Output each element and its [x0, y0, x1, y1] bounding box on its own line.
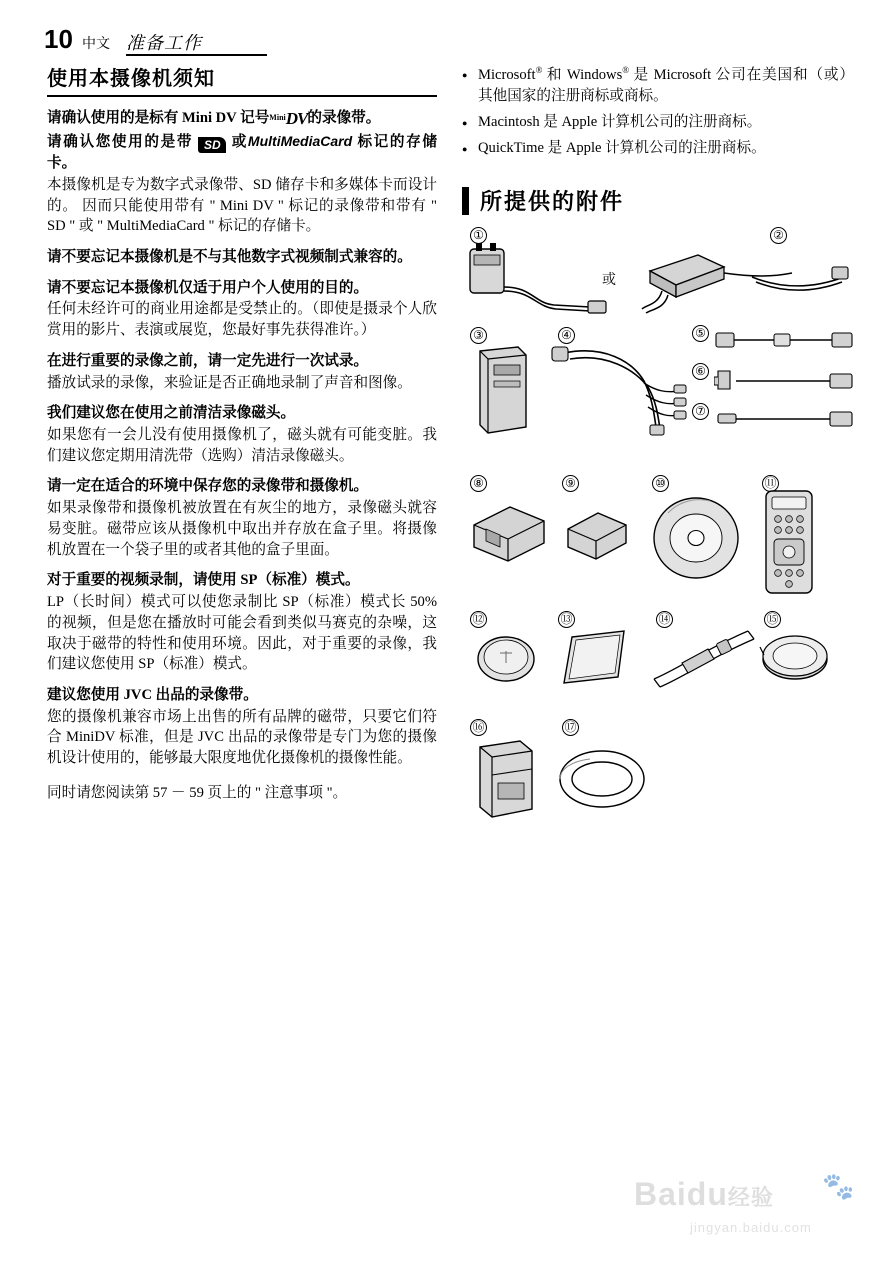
language-tag: 中文: [82, 35, 110, 51]
accessory-number-5: ⑤: [692, 325, 709, 342]
sd-logo: SD: [198, 137, 226, 153]
left-column: [47, 62, 437, 812]
paragraph-body: 请一定在适合的环境中保存您的录像带和摄像机。: [47, 478, 369, 495]
accessory-number-16: ⑯: [470, 719, 487, 736]
accessory-number-17: ⑰: [562, 719, 579, 736]
list-item: ● QuickTime 是 Apple 计算机公司的注册商标。: [462, 138, 854, 159]
chapter-title: 准备工作: [126, 33, 202, 53]
accessory-number-10: ⑩: [652, 475, 669, 492]
paragraph-body: 在进行重要的录像之前，请一定先进行一次试录。: [47, 352, 369, 369]
page-number: 10: [44, 24, 73, 54]
accessory-number-12: ⑫: [470, 611, 487, 628]
accessory-number-11: ⑪: [762, 475, 779, 492]
list-item: ● Macintosh 是 Apple 计算机公司的注册商标。: [462, 112, 854, 133]
audio-cable-illustration: [714, 405, 854, 431]
paragraph-body: 如果录像带和摄像机被放置在有灰尘的地方，录像磁头就容易变脏。磁带应该从摄像机中取出并存放在盒子里。将摄像机放置在一个袋子里的或者其他的盒子里面。: [47, 500, 437, 558]
paragraph-memorycard: [47, 132, 437, 174]
section-title: 使用本摄像机须知: [47, 68, 215, 90]
paragraph-body: 建议您使用 JVC 出品的录像带。: [47, 686, 258, 703]
remote-control-illustration: [758, 489, 822, 597]
list-item: ● Microsoft® 和 Windows® 是 Microsoft 公司在美国和（或）其他国家的注册商标或商标。: [462, 64, 854, 107]
s-video-cable-illustration: [714, 367, 854, 393]
paragraph-body: 对于重要的视频录制，请使用 SP（标准）模式。: [47, 572, 360, 589]
accessory-number-7: ⑦: [692, 403, 709, 420]
accessory-number-3: ③: [470, 327, 487, 344]
paragraph-body: 请不要忘记本摄像机是不与其他数字式视频制式兼容的。: [47, 249, 412, 265]
av-cable-illustration: [548, 343, 688, 439]
paragraph-body: 同时请您阅读第 57 － 59 页上的 " 注意事项 "。: [47, 784, 348, 801]
accessory-number-1: ①: [470, 227, 487, 244]
accessory-number-15: ⑮: [764, 611, 781, 628]
watermark-main: Baidu: [634, 1176, 728, 1212]
header-underline: [126, 54, 267, 56]
paragraph-body: 播放试录的录像，来验证是否正确地录制了声音和图像。: [47, 374, 412, 391]
ac-adapter-illustration: [462, 243, 612, 315]
paragraph-text: 的录像带。: [307, 110, 381, 126]
battery-pack-illustration: [468, 345, 538, 437]
accessory-number-6: ⑥: [692, 363, 709, 380]
paragraph-body: 请不要忘记本摄像机仅适于用户个人使用的目的。: [47, 279, 369, 296]
paragraph-body: 如果您有一会儿没有使用摄像机了，磁头就有可能变脏。我们建议您定期用清洗带（选购）清洁录像磁头。: [47, 427, 437, 464]
watermark: [634, 1172, 860, 1246]
paragraph-body: 您的摄像机兼容市场上出售的所有品牌的磁带，只要它们符合 MiniDV 标准，但是 JVC 出品的录像带是专门为您的摄像机设计使用的，能够最大限度地优化摄像机的摄像性能。: [47, 708, 437, 767]
lens-cap-illustration: [758, 631, 832, 685]
paragraph-text: 标记的存储卡。: [47, 134, 437, 172]
accessory-number-9: ⑨: [562, 475, 579, 492]
accessory-number-14: ⑭: [656, 611, 673, 628]
lithium-battery-illustration: [470, 631, 542, 687]
paragraph-body: 我们建议您在使用之前清洁录像磁头。: [47, 405, 296, 422]
heading-marker: [462, 187, 469, 215]
accessories-title: 所提供的附件: [480, 189, 625, 215]
accessory-number-13: ⑬: [558, 611, 575, 628]
accessory-number-4: ④: [558, 327, 575, 344]
page-header: [44, 24, 854, 56]
accessories-illustrations: [462, 227, 854, 827]
paragraph-text: 或: [231, 134, 248, 151]
cd-rom-illustration: [650, 495, 742, 581]
battery-case-illustration: [466, 739, 546, 823]
multimediacard-logo: MultiMediaCard: [247, 133, 353, 150]
or-label: 或: [602, 273, 616, 289]
watermark-text: [634, 1176, 774, 1213]
section-divider: [47, 95, 437, 97]
accessory-number-2: ②: [770, 227, 787, 244]
usb-cable-illustration: [714, 327, 854, 353]
paragraph-body: 本摄像机是专为数字式录像带、SD 储存卡和多媒体卡而设计的。 因而只能使用带有 " Mini DV " 标记的录像带和带有 " SD " 或 " MultiMediaCard " 标记的存储卡。: [47, 176, 437, 235]
memory-card-illustration: [556, 627, 636, 689]
core-filter-large-illustration: [464, 495, 554, 571]
shoulder-strap-illustration: [648, 623, 758, 693]
paragraph-text: 请确认使用的是标有 Mini DV 记号: [47, 110, 270, 126]
trademark-list: [462, 64, 854, 159]
minidv-logo: $^{Mini}$DV: [269, 109, 308, 128]
accessories-heading: [462, 185, 854, 219]
core-filter-small-illustration: [558, 503, 638, 571]
watermark-url: jingyan.baidu.com: [690, 1220, 812, 1235]
paragraph-body: LP（长时间）模式可以使您录制比 SP（标准）模式长 50% 的视频，但是您在播放时可能会看到类似马赛克的杂噪，这取决于磁带的特性和使用环境。因此，对于重要的录像，我们建议您使用 SP（标准）模式。: [47, 594, 437, 673]
core-filter-ring-illustration: [554, 743, 650, 815]
paragraph-body: 任何未经许可的商业用途都是受禁止的。（即使是摄录个人欣赏用的影片、表演或展览，您最好事先获得准许。）: [47, 301, 437, 339]
watermark-cn: 经验: [727, 1185, 774, 1210]
accessory-number-8: ⑧: [470, 475, 487, 492]
ac-adapter-alt-illustration: [632, 243, 852, 315]
paragraph-text: 请确认您使用的是带: [47, 134, 194, 151]
paragraph-minidv: [47, 107, 437, 131]
right-column: [462, 62, 854, 827]
paw-icon: 🐾: [822, 1172, 855, 1201]
